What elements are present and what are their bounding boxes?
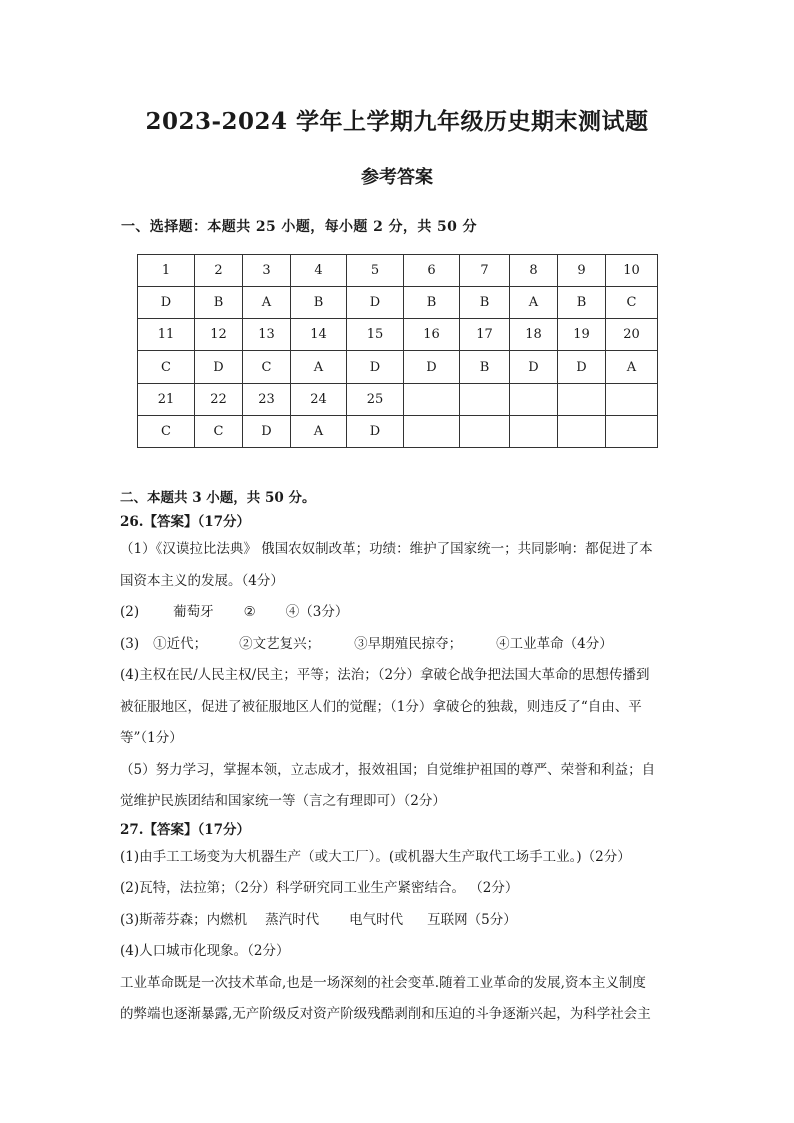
table-cell [460, 383, 510, 415]
table-cell: 4 [291, 255, 347, 287]
table-cell: 5 [347, 255, 404, 287]
q26-line9: 觉维护民族团结和国家统一等（言之有理即可）（2分） [120, 793, 446, 809]
table-cell: 24 [291, 383, 347, 415]
table-cell: A [291, 351, 347, 383]
table-cell [460, 415, 510, 447]
table-cell: 21 [138, 383, 195, 415]
page-title: 2023-2024 学年上学期九年级历史期末测试题 [145, 108, 649, 135]
table-cell: 12 [195, 319, 243, 351]
table-cell: D [558, 351, 606, 383]
q26-3-num: (3) [120, 635, 140, 652]
table-cell: 23 [243, 383, 291, 415]
table-cell: C [606, 287, 658, 319]
answer-body [120, 486, 680, 1031]
table-cell: 6 [404, 255, 460, 287]
table-row [138, 415, 658, 447]
table-cell [510, 415, 558, 447]
q27-3-c: 电气时代 [349, 911, 404, 928]
table-cell [606, 383, 658, 415]
table-cell: 17 [460, 319, 510, 351]
table-cell [558, 383, 606, 415]
table-row [138, 319, 658, 351]
table-cell: D [138, 287, 195, 319]
table-cell [404, 415, 460, 447]
q27-3-d: 互联网（5分） [427, 911, 517, 928]
q26-3-b: ②文艺复兴； [239, 635, 321, 652]
table-cell: C [138, 351, 195, 383]
table-cell: D [243, 415, 291, 447]
table-cell: 20 [606, 319, 658, 351]
table-cell: 14 [291, 319, 347, 351]
table-cell [510, 383, 558, 415]
table-cell: 8 [510, 255, 558, 287]
table-cell: D [347, 287, 404, 319]
q26-3-d: ④工业革命（4分） [496, 635, 613, 652]
table-cell: B [558, 287, 606, 319]
table-cell [404, 383, 460, 415]
q26-line1: （1）《汉谟拉比法典》 俄国农奴制改革；功绩：维护了国家统一；共同影响：都促进了本 [120, 541, 653, 557]
table-cell: 2 [195, 255, 243, 287]
page-subtitle: 参考答案 [361, 167, 433, 188]
q26-2-num: (2) [120, 604, 140, 620]
table-cell: 10 [606, 255, 658, 287]
table-cell: B [291, 287, 347, 319]
q26-line7: 等”（1分） [120, 730, 183, 746]
q26-line8: （5）努力学习，掌握本领，立志成才，报效祖国；自觉维护祖国的尊严、荣誉和利益；自 [120, 761, 656, 778]
q27-line1: (1)由手工工场变为大机器生产（或大工厂）。(或机器大生产取代工场手工业。)（2分） [120, 848, 631, 865]
q26-2-b: ② [243, 604, 256, 620]
table-cell: 9 [558, 255, 606, 287]
q27-line6: 的弊端也逐渐暴露,无产阶级反对资产阶级残酷剥削和压迫的斗争逐渐兴起，为科学社会主 [120, 1006, 651, 1022]
q27-line2: (2)瓦特，法拉第；（2分）科学研究同工业生产紧密结合。 （2分） [120, 880, 519, 896]
q26-3-a: ①近代； [153, 635, 208, 652]
table-cell: D [404, 351, 460, 383]
table-cell: A [606, 351, 658, 383]
q27-3-b: 蒸汽时代 [265, 911, 320, 928]
table-cell: C [195, 415, 243, 447]
q27-line5: 工业革命既是一次技术革命,也是一场深刻的社会变革.随着工业革命的发展,资本主义制度 [120, 974, 646, 991]
table-cell: A [510, 287, 558, 319]
table-cell: C [138, 415, 195, 447]
q26-2-a: 葡萄牙 [173, 604, 214, 620]
q26-line3 [120, 597, 680, 629]
q27-3-a: (3)斯蒂芬森；内燃机 [120, 911, 248, 928]
table-cell: D [510, 351, 558, 383]
section1-heading: 一、选择题：本题共 25 小题，每小题 2 分，共 50 分 [121, 219, 477, 235]
table-cell [606, 415, 658, 447]
table-cell: 15 [347, 319, 404, 351]
table-cell: 19 [558, 319, 606, 351]
q26-line4 [120, 629, 680, 661]
section2-heading: 二、本题共 3 小题，共 50 分。 [120, 490, 316, 506]
table-cell: A [243, 287, 291, 319]
table-cell: 25 [347, 383, 404, 415]
table-cell [558, 415, 606, 447]
table-cell: B [195, 287, 243, 319]
table-cell: D [347, 351, 404, 383]
table-cell: C [243, 351, 291, 383]
table-row [138, 351, 658, 383]
table-cell: D [195, 351, 243, 383]
table-row [138, 383, 658, 415]
q26-line2: 国资本主义的发展。（4分） [120, 572, 284, 589]
table-cell: 22 [195, 383, 243, 415]
table-row [138, 287, 658, 319]
table-cell: 1 [138, 255, 195, 287]
table-cell: 11 [138, 319, 195, 351]
table-cell: 3 [243, 255, 291, 287]
q27-line4: (4)人口城市化现象。（2分） [120, 943, 290, 959]
table-cell: 13 [243, 319, 291, 351]
q26-label: 26.【答案】（17分） [120, 514, 251, 530]
q27-line3 [120, 905, 680, 937]
table-cell: A [291, 415, 347, 447]
table-cell: 18 [510, 319, 558, 351]
q26-line5: (4)主权在民/人民主权/民主；平等；法治；（2分）拿破仑战争把法国大革命的思想传播到 [120, 667, 650, 683]
table-cell: 16 [404, 319, 460, 351]
answer-table [137, 254, 658, 448]
q26-2-c: ④（3分） [285, 604, 349, 620]
q27-label: 27.【答案】（17分） [120, 821, 251, 838]
table-cell: B [460, 287, 510, 319]
table-cell: B [404, 287, 460, 319]
table-cell: 7 [460, 255, 510, 287]
table-cell: B [460, 351, 510, 383]
q26-3-c: ③早期殖民掠夺； [354, 635, 463, 652]
table-row [138, 255, 658, 287]
table-cell: D [347, 415, 404, 447]
q26-line6: 被征服地区，促进了被征服地区人们的觉醒；（1分）拿破仑的独裁，则违反了“自由、平 [120, 698, 642, 715]
